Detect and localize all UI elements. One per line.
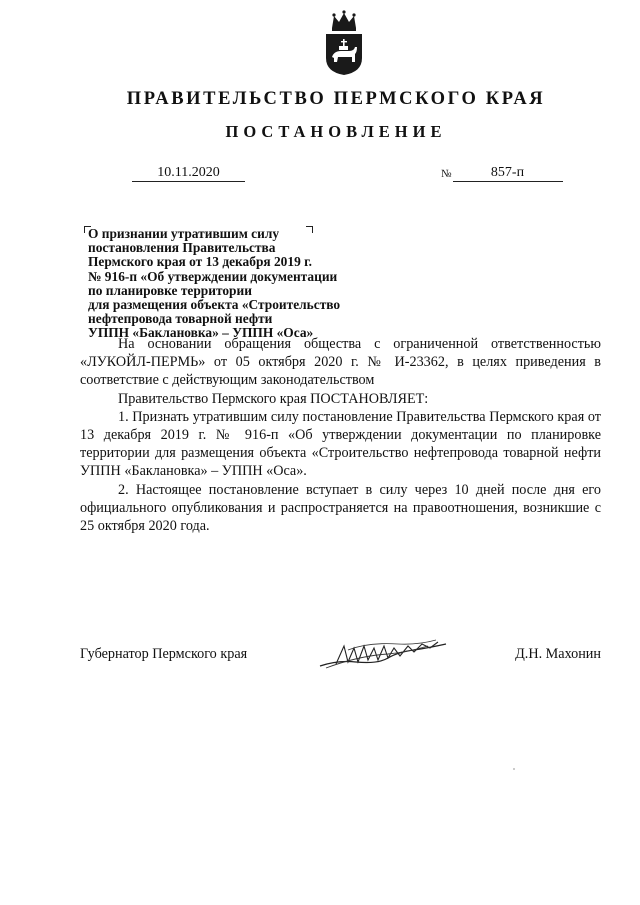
document-type-title: ПОСТАНОВЛЕНИЕ xyxy=(225,122,447,141)
decree-subject xyxy=(88,227,388,341)
decree-number: 857-п xyxy=(453,165,563,182)
preamble-paragraph: На основании обращения общества с ограниченной ответственностью «ЛУКОЙЛ-ПЕРМЬ» от 05 октября 2020 г. № И-23362, в целях приведения в соответствие с действующим законодательством xyxy=(80,336,601,389)
decree-body xyxy=(80,335,601,535)
subject-line: нефтепровода товарной нефти xyxy=(88,311,273,327)
subject-line: по планировке территории xyxy=(88,282,252,298)
subject-line: УППН «Баклановка» – УППН «Оса» xyxy=(88,325,314,341)
subject-line: для размещения объекта «Строительство xyxy=(88,297,341,313)
government-title: ПРАВИТЕЛЬСТВО ПЕРМСКОГО КРАЯ xyxy=(126,89,546,109)
subject-line: Пермского края от 13 декабря 2019 г. xyxy=(88,254,313,270)
signature-image xyxy=(318,636,448,674)
decree-number-block xyxy=(441,165,563,182)
number-sign: № xyxy=(441,168,452,180)
subject-line: № 916-п «Об утверждении документации xyxy=(88,268,338,284)
scan-speck xyxy=(513,768,515,770)
subject-line: О признании утратившим силу xyxy=(88,226,280,241)
signatory-name: Д.Н. Махонин xyxy=(515,646,601,662)
subject-line: постановления Правительства xyxy=(88,240,276,256)
signatory-position: Губернатор Пермского края xyxy=(80,646,248,662)
clause-2-paragraph: 2. Настоящее постановление вступает в силу через 10 дней после дня его официального опубликования и распространяется на правоотношения, возникшие с 25 октября 2020 года. xyxy=(80,481,601,535)
resolution-paragraph: Правительство Пермского края ПОСТАНОВЛЯЕТ: xyxy=(118,390,429,407)
coat-of-arms-icon xyxy=(322,10,366,76)
clause-1-paragraph: 1. Признать утратившим силу постановление Правительства Пермского края от 13 декабря 2019 г. № 916-п «Об утверждении документации по планировке территории для размещения объекта «Строительство нефтепровода товарной нефти УППН «Баклановка» – УППН «Оса». xyxy=(80,408,601,480)
decree-date: 10.11.2020 xyxy=(132,165,245,182)
